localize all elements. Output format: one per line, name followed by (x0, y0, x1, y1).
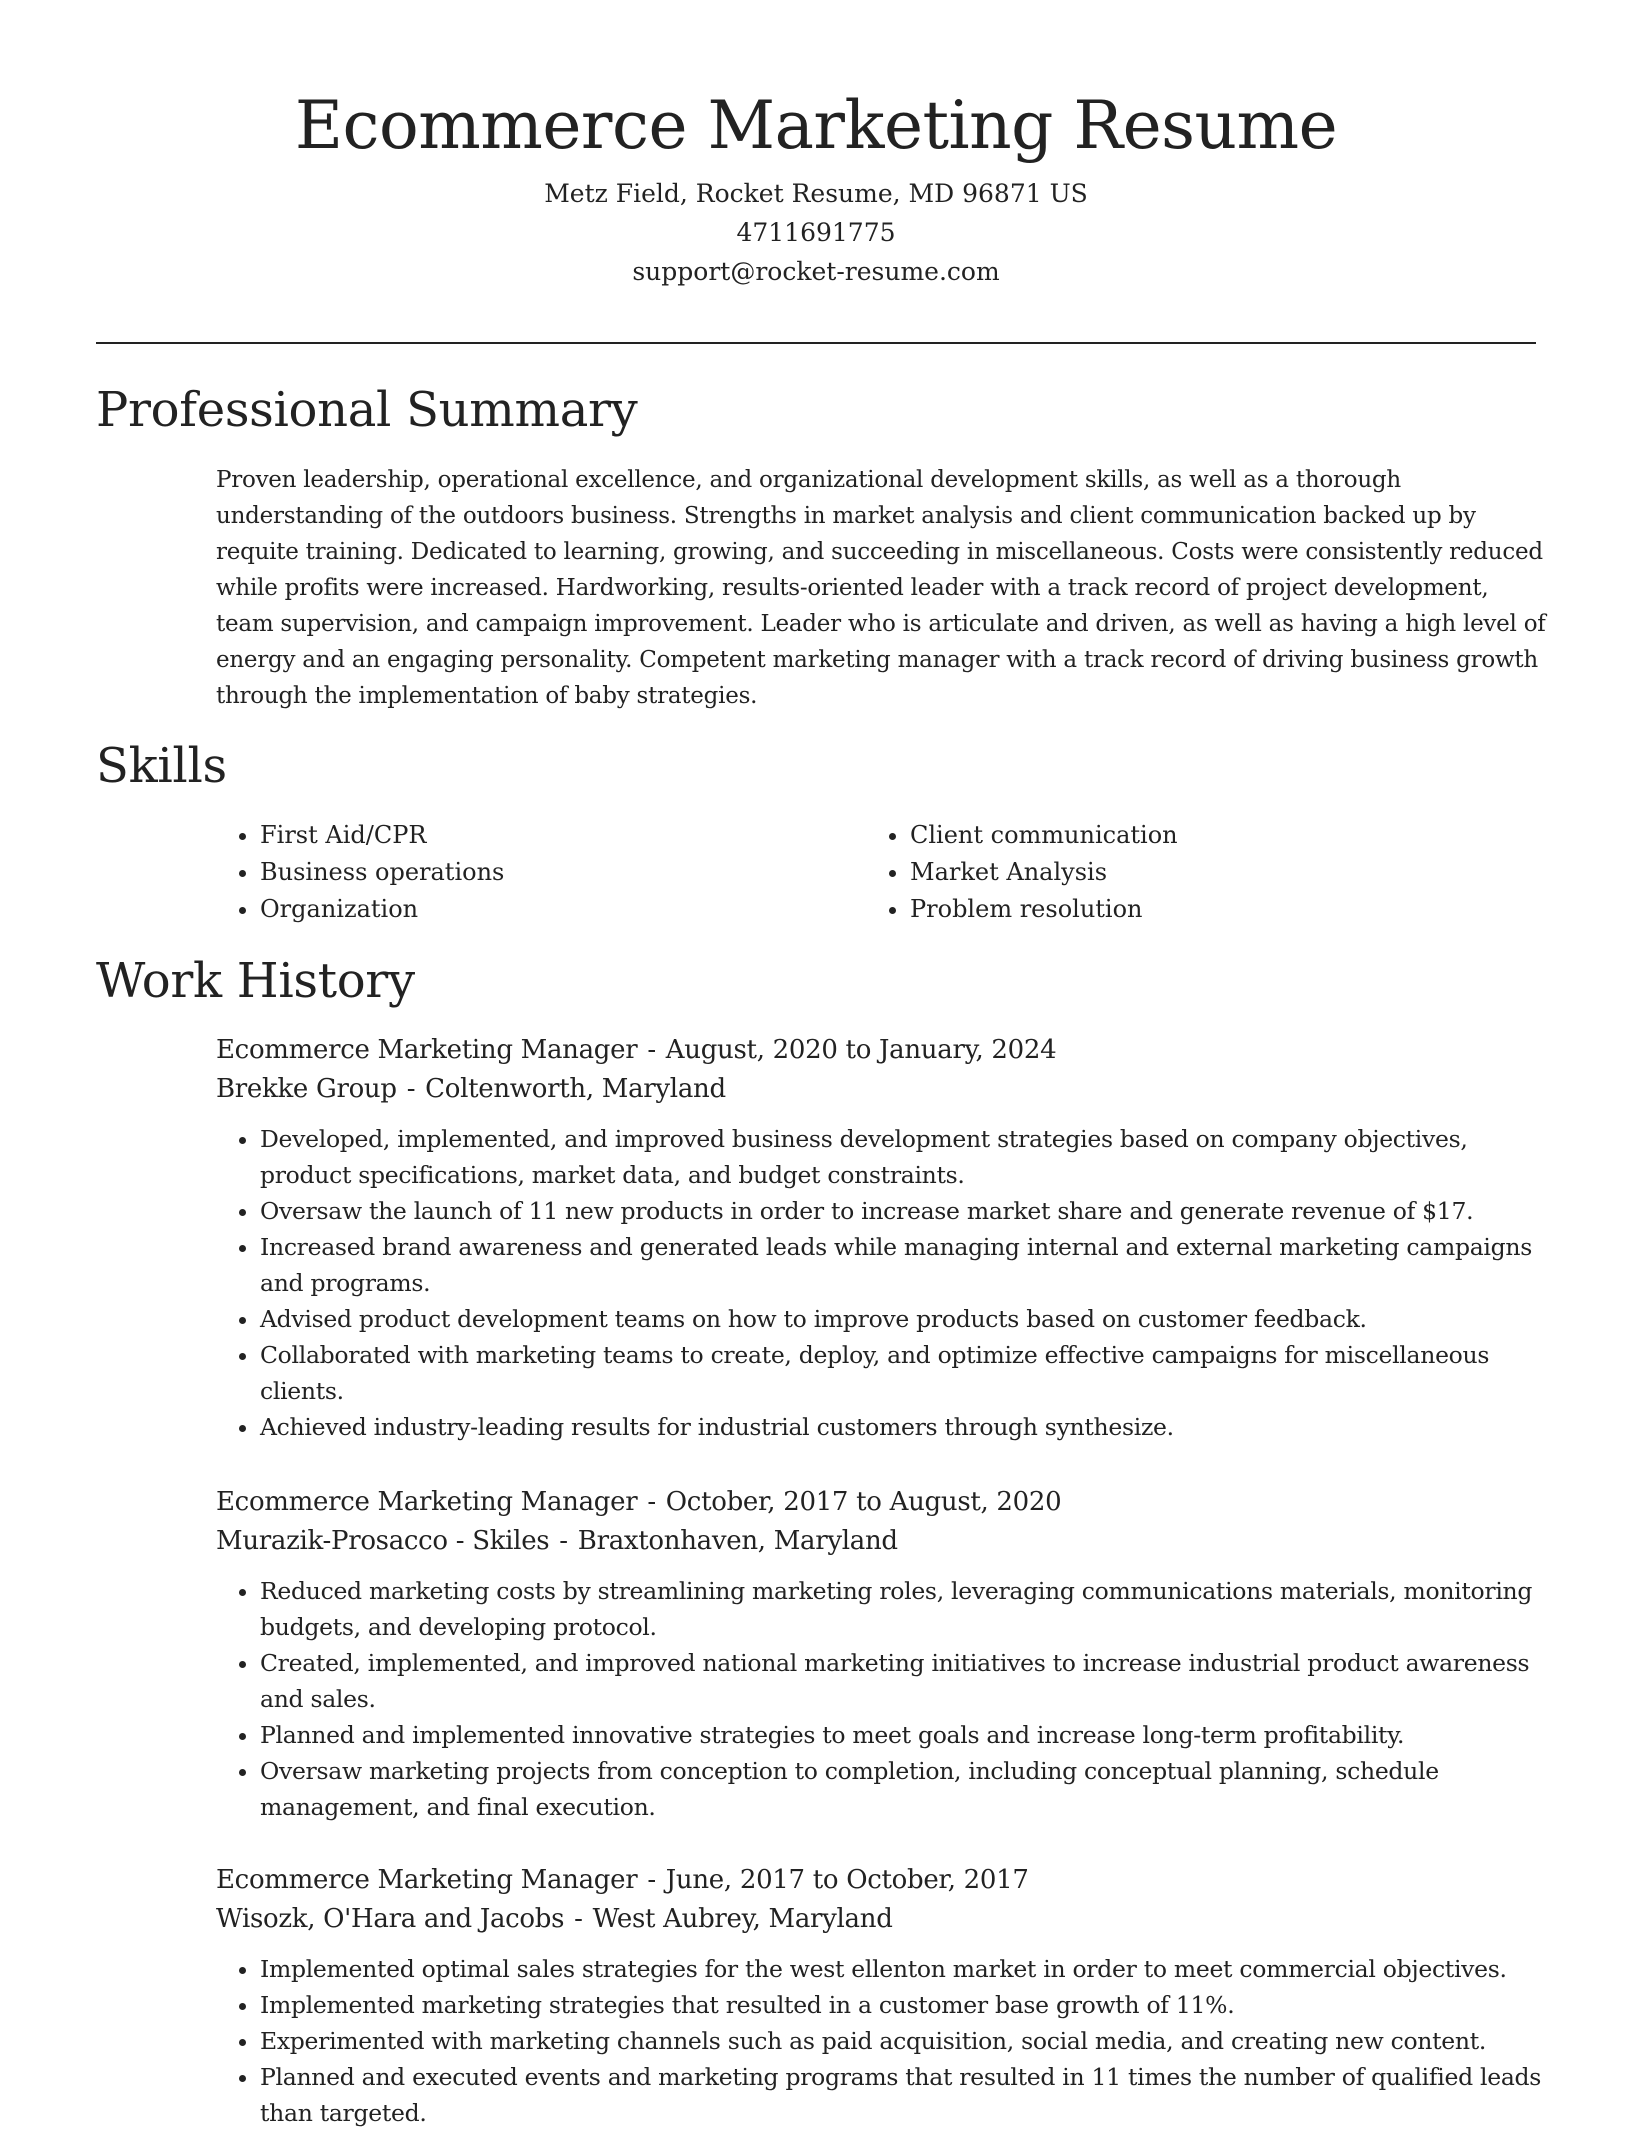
summary-heading: Professional Summary (96, 382, 638, 438)
job-title-line: Ecommerce Marketing Manager - August, 2020 to January, 2024 (216, 1035, 1057, 1065)
job-bullet: • Planned and implemented innovative strategies to meet goals and increase long-term profitability. (260, 1717, 1546, 1753)
resume-header (96, 78, 1536, 291)
skills-column-right (866, 817, 1516, 928)
job-bullet: • Experimented with marketing channels such as paid acquisition, social media, and creating new content. (260, 2023, 1546, 2059)
job-bullets (216, 1951, 1546, 2131)
job-company: Brekke Group (216, 1074, 397, 1104)
job-entry (216, 1031, 1546, 1445)
work-history-heading: Work History (96, 953, 415, 1009)
skill-item: • Organization (260, 891, 866, 928)
skill-item: • Market Analysis (910, 854, 1516, 891)
job-dates: October, 2017 to August, 2020 (665, 1487, 1062, 1517)
job-bullet: • Planned and executed events and marketing programs that resulted in 11 times the number of qualified leads than targeted. (260, 2059, 1546, 2131)
job-bullet: • Reduced marketing costs by streamlining marketing roles, leveraging communications materials, monitoring budgets, and developing protocol. (260, 1573, 1546, 1645)
skills-column-left (216, 817, 866, 928)
job-dates: August, 2020 to January, 2024 (665, 1035, 1057, 1065)
skill-item: • Problem resolution (910, 891, 1516, 928)
job-entry (216, 1861, 1546, 2131)
job-bullet: • Oversaw the launch of 11 new products in order to increase market share and generate revenue of $17. (260, 1193, 1546, 1229)
job-bullet: • Collaborated with marketing teams to create, deploy, and optimize effective campaigns for miscellaneous clients. (260, 1337, 1546, 1409)
job-title: Ecommerce Marketing Manager (216, 1487, 638, 1517)
skill-item: • Client communication (910, 817, 1516, 854)
job-location: West Aubrey, Maryland (592, 1904, 893, 1934)
job-title-line: Ecommerce Marketing Manager - October, 2017 to August, 2020 (216, 1487, 1062, 1517)
job-company-line: Wisozk, O'Hara and Jacobs - West Aubrey, Maryland (216, 1904, 893, 1934)
job-bullet: • Implemented marketing strategies that resulted in a customer base growth of 11%. (260, 1987, 1546, 2023)
job-company-line: Murazik-Prosacco - Skiles - Braxtonhaven, Maryland (216, 1526, 898, 1556)
job-location: Braxtonhaven, Maryland (577, 1526, 898, 1556)
job-company: Wisozk, O'Hara and Jacobs (216, 1904, 565, 1934)
job-company: Murazik-Prosacco - Skiles (216, 1526, 550, 1556)
job-bullets (216, 1121, 1546, 1445)
job-title: Ecommerce Marketing Manager (216, 1035, 638, 1065)
job-dates: June, 2017 to October, 2017 (665, 1865, 1029, 1895)
job-bullet: • Increased brand awareness and generated leads while managing internal and external marketing campaigns and programs. (260, 1229, 1546, 1301)
job-bullet: • Created, implemented, and improved national marketing initiatives to increase industrial product awareness and sales. (260, 1645, 1546, 1717)
header-divider (96, 342, 1536, 344)
job-location: Coltenworth, Maryland (425, 1074, 726, 1104)
summary-text: Proven leadership, operational excellence, and organizational development skills, as well as a thorough understanding of the outdoors business. Strengths in market analysis and client communication backed up by requite training. Dedicated to learning, growing, and succeeding in miscellaneous. Costs were consistently reduced while profits were increased. Hardworking, results-oriented leader with a track record of project development, team supervision, and campaign improvement. Leader who is articulate and driven, as well as having a high level of energy and an engaging personality. Competent marketing manager with a track record of driving business growth through the implementation of baby strategies. (216, 467, 1546, 709)
job-bullet: • Achieved industry-leading results for industrial customers through synthesize. (260, 1409, 1546, 1445)
job-bullets (216, 1573, 1546, 1825)
job-title: Ecommerce Marketing Manager (216, 1865, 638, 1895)
job-entry (216, 1483, 1546, 1825)
resume-title: Ecommerce Marketing Resume (294, 87, 1338, 164)
contact-email: support@rocket-resume.com (632, 257, 1000, 286)
job-bullet: • Implemented optimal sales strategies for the west ellenton market in order to meet commercial objectives. (260, 1951, 1546, 1987)
skills-list (216, 817, 1536, 928)
skill-item: • Business operations (260, 854, 866, 891)
job-bullet: • Developed, implemented, and improved business development strategies based on company objectives, product specifications, market data, and budget constraints. (260, 1121, 1546, 1193)
contact-address: Metz Field, Rocket Resume, MD 96871 US (544, 179, 1088, 208)
skills-heading: Skills (96, 738, 227, 794)
job-company-line: Brekke Group - Coltenworth, Maryland (216, 1074, 726, 1104)
contact-phone: 4711691775 (736, 218, 896, 247)
job-bullet: • Advised product development teams on how to improve products based on customer feedback. (260, 1301, 1546, 1337)
job-title-line: Ecommerce Marketing Manager - June, 2017 to October, 2017 (216, 1865, 1029, 1895)
job-bullet: • Oversaw marketing projects from conception to completion, including conceptual planning, schedule management, and final execution. (260, 1753, 1546, 1825)
skill-item: • First Aid/CPR (260, 817, 866, 854)
